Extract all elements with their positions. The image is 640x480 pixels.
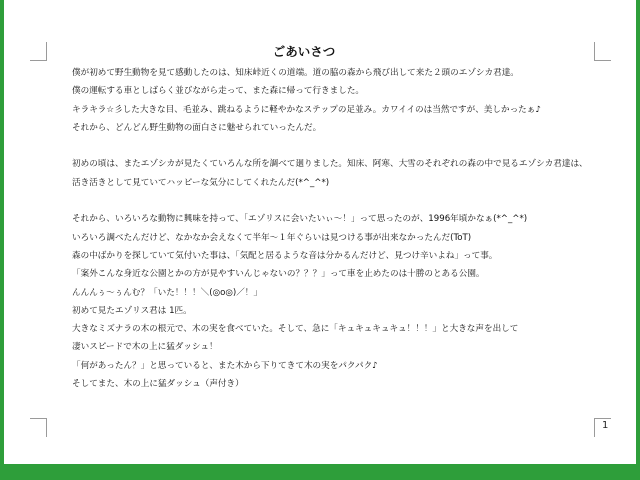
status-bar	[0, 464, 640, 480]
text-line: 凄いスピードで木の上に猛ダッシュ！	[72, 342, 218, 353]
text-line: そしてまた、木の上に猛ダッシュ（声付き）	[72, 379, 244, 390]
document-title: ごあいさつ	[272, 44, 336, 59]
text-line: 僕の運転する車としばらく並びながら走って、また森に帰って行きました。	[72, 86, 365, 97]
text-line: 「案外こんな身近な公園とかの方が見やすいんじゃないの？？？」って車を止めたのは十勝のとある公園。	[72, 269, 485, 280]
page-number: 1	[602, 420, 609, 431]
blank-line	[72, 192, 592, 210]
text-line: それから、どんどん野生動物の面白さに魅せられていったんだ。	[72, 122, 322, 133]
text-line: いろいろ調べたんだけど、なかなか会えなくて半年～１年ぐらいは見つける事が出来なかったんだ(ToT)	[72, 232, 472, 243]
text-line: 初めて見たエゾリス君は 1匹。	[72, 305, 192, 316]
text-line: 僕が初めて野生動物を見て感動したのは、知床峠近くの道端。道の脇の森から飛び出して来た２頭のエゾシカ君達。	[72, 68, 519, 78]
text-line: 森の中ばかりを探していて気付いた事は、「気配と居るような音は分かるんだけど、見つけ辛いよね」って事。	[72, 250, 498, 261]
text-line: それから、いろいろな動物に興味を持って、「エゾリスに会いたいぃ～！」って思ったのが、1996年頃かなぁ(*^_^*)	[72, 214, 528, 225]
text-line: んんんぅ～ぅんむ？「いた！！！＼(◎o◎)／！」	[72, 287, 262, 298]
document-body	[72, 64, 592, 393]
blank-line	[72, 137, 592, 155]
text-line: 初めの頃は、またエゾシカが見たくていろんな所を調べて廻りました。知床、阿寒、大雪のそれぞれの森の中で見るエゾシカ君達は、	[72, 159, 588, 170]
crop-mark-bottom-left	[30, 418, 47, 437]
text-line: 「何があったん？」と思っていると、また木から下りてきて木の実をパクパク♪	[72, 360, 378, 371]
text-line: キラキラ☆彡した大きな目、毛並み、跳ねるように軽やかなステップの足並み。カワイイのは当然ですが、美しかったぁ♪	[72, 104, 541, 115]
text-line: 大きなミズナラの木の根元で、木の実を食べていた。そして、急に「キュキュキュキュ！！！」と大きな声を出して	[72, 324, 519, 335]
text-line: 活き活きとして見ていてハッピーな気分にしてくれたんだ(*^_^*)	[72, 177, 330, 188]
document-page	[4, 0, 636, 464]
